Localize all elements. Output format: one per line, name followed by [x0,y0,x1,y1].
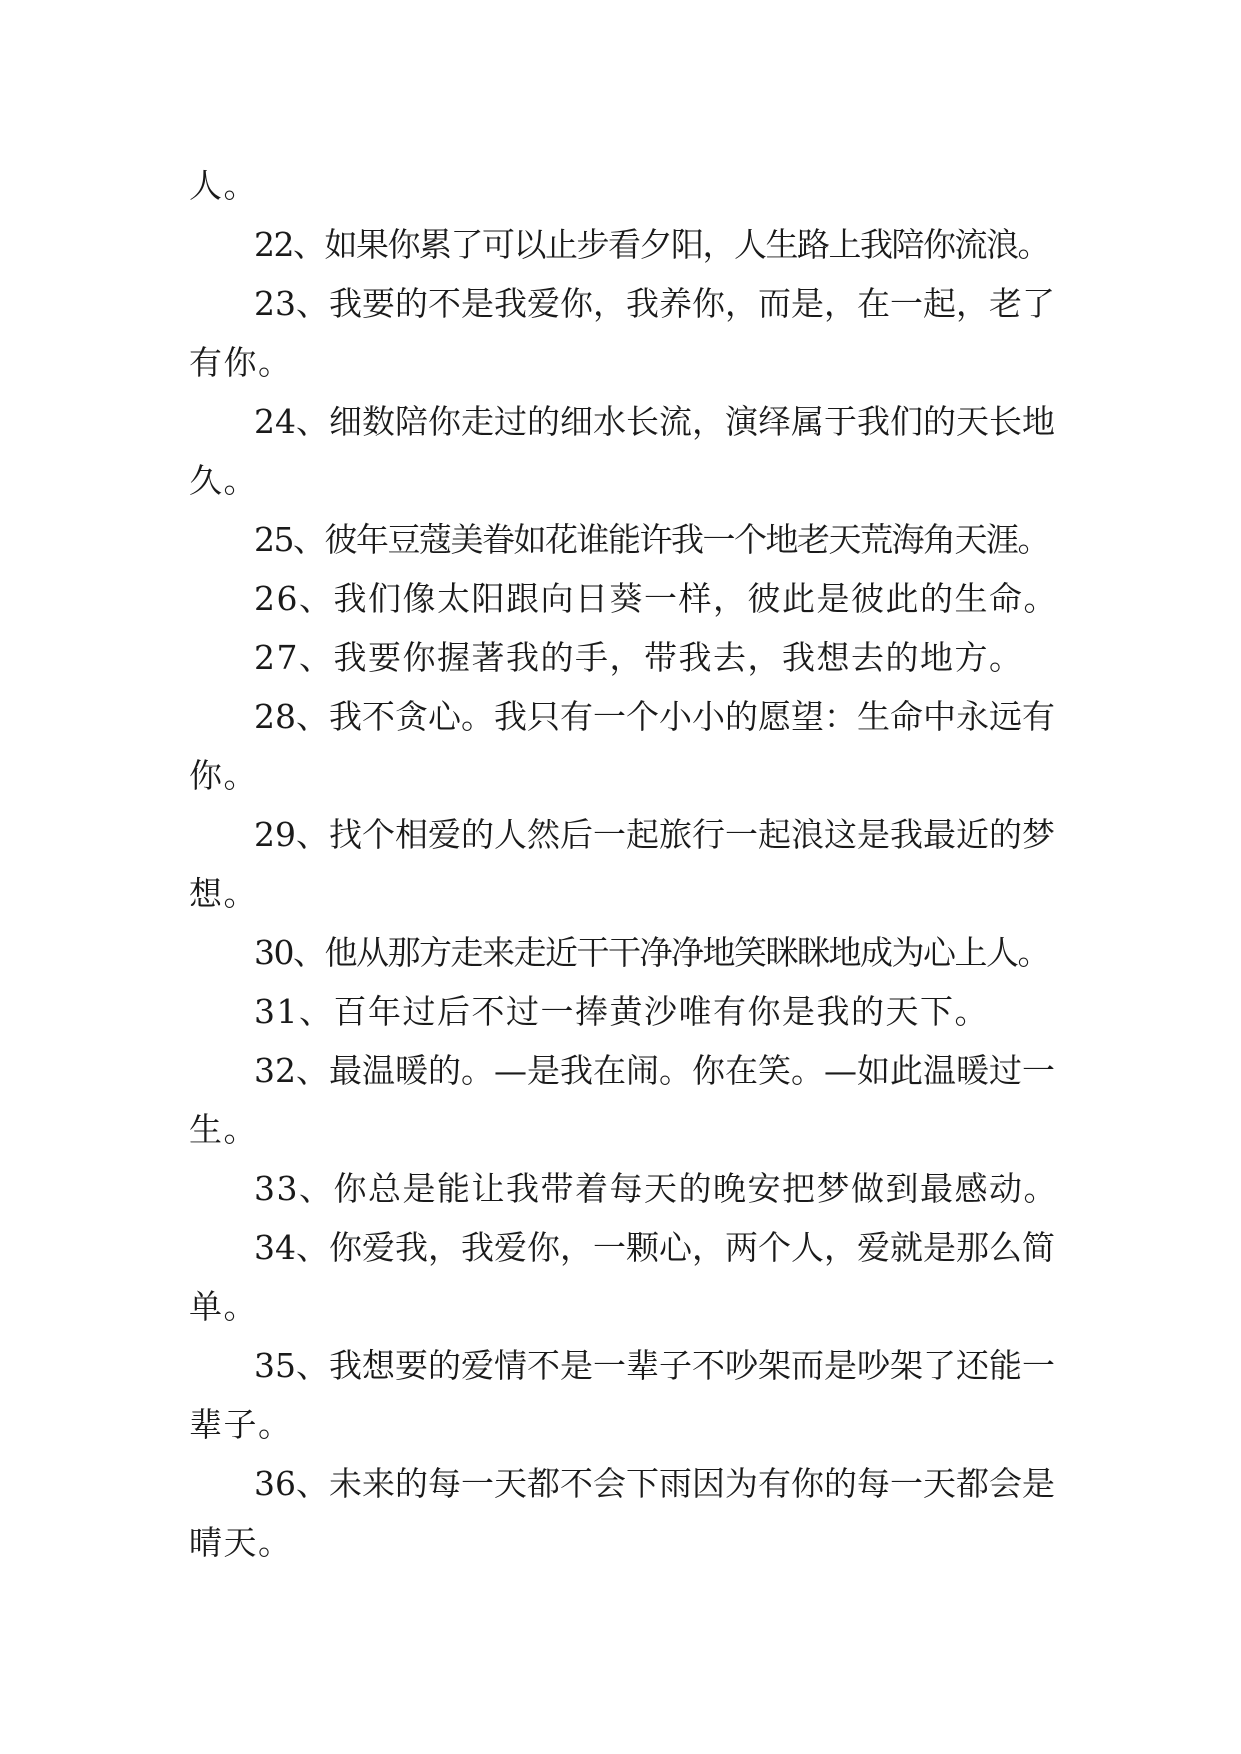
text-line: 晴天。 [189,1523,293,1562]
text-line: 你。 [189,756,258,795]
list-item-22: 22、如果你累了可以止步看夕阳，人生路上我陪你流浪。 [254,225,1049,264]
text-line: 久。 [189,461,258,500]
list-item-31: 31、百年过后不过一捧黄沙唯有你是我的天下。 [254,992,989,1031]
list-item-24: 24、细数陪你走过的细水长流，演绎属于我们的天长地 [254,402,1055,441]
list-item-28: 28、我不贪心。我只有一个小小的愿望：生命中永远有 [254,697,1055,736]
text-line: 辈子。 [189,1405,293,1444]
text-line: 想。 [189,874,258,913]
text-line: 人。 [189,166,258,205]
text-line: 有你。 [189,343,293,382]
list-item-35: 35、我想要的爱情不是一辈子不吵架而是吵架了还能一 [254,1346,1055,1385]
list-item-32: 32、最温暖的。—是我在闹。你在笑。—如此温暖过一 [254,1051,1055,1090]
text-line: 单。 [189,1287,258,1326]
list-item-30: 30、他从那方走来走近干干净净地笑眯眯地成为心上人。 [254,933,1049,972]
document-body [189,156,1059,1572]
list-item-29: 29、找个相爱的人然后一起旅行一起浪这是我最近的梦 [254,815,1055,854]
list-item-26: 26、我们像太阳跟向日葵一样，彼此是彼此的生命。 [254,579,1058,618]
list-item-23: 23、我要的不是我爱你，我养你，而是，在一起，老了 [254,284,1055,323]
list-item-25: 25、彼年豆蔻美眷如花谁能许我一个地老天荒海角天涯。 [254,520,1049,559]
list-item-33: 33、你总是能让我带着每天的晚安把梦做到最感动。 [254,1169,1058,1208]
list-item-36: 36、未来的每一天都不会下雨因为有你的每一天都会是 [254,1464,1055,1503]
list-item-27: 27、我要你握著我的手，带我去，我想去的地方。 [254,638,1024,677]
list-item-34: 34、你爱我，我爱你，一颗心，两个人，爱就是那么简 [254,1228,1055,1267]
text-line: 生。 [189,1110,258,1149]
